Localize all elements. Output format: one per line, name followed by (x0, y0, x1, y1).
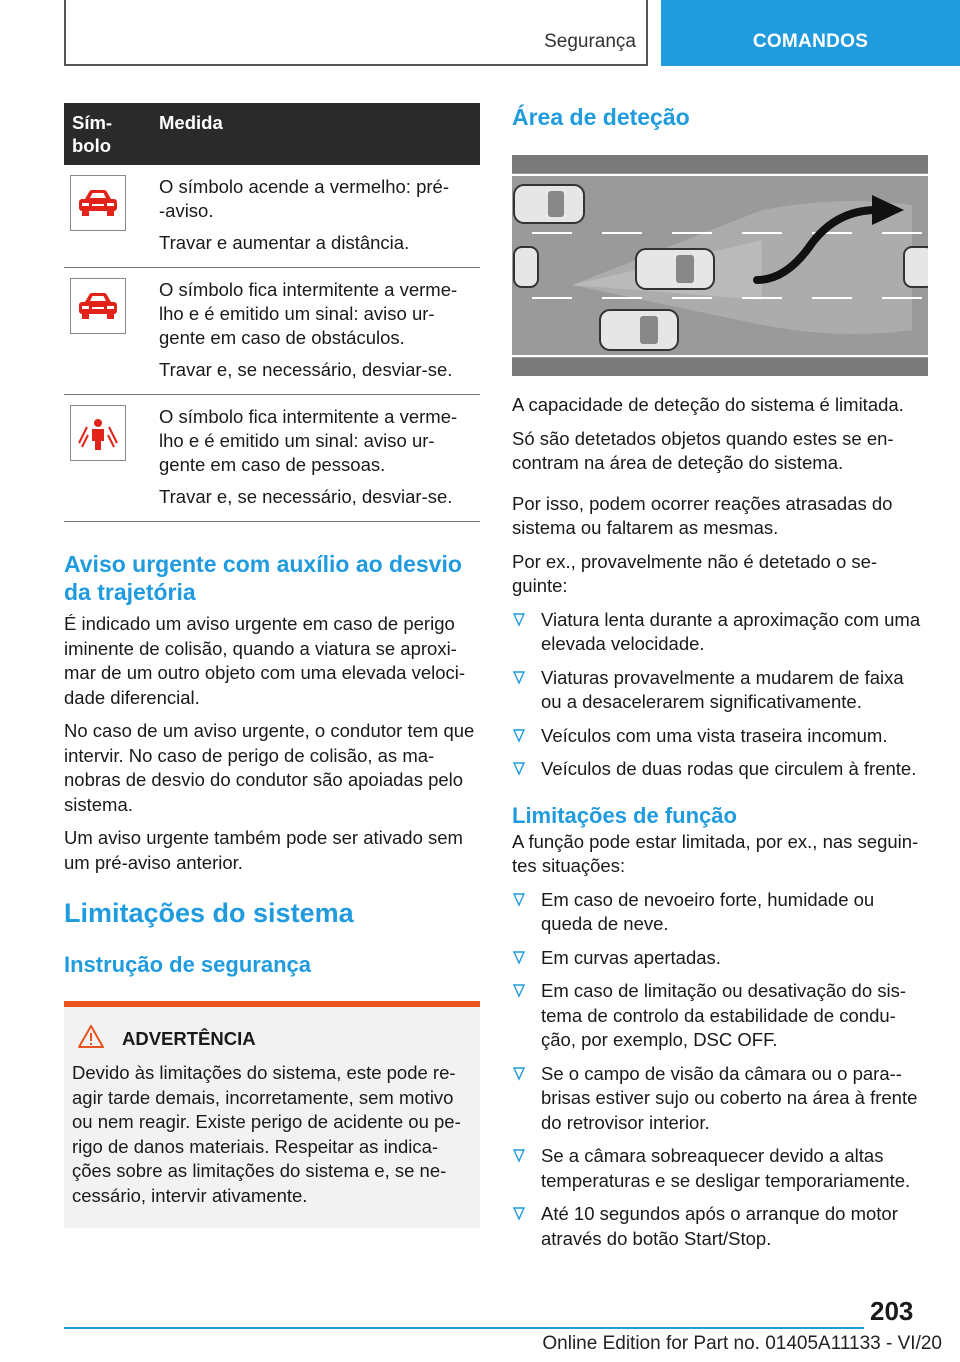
bullet-triangle-icon (512, 1067, 526, 1081)
measure-action: Travar e, se necessário, desviar-se. (159, 486, 453, 507)
detection-area-heading: Área de deteção (512, 104, 690, 130)
list-item: Se a câmara sobreaquecer devido a altas temperaturas e se desligar temporariamente. (512, 1144, 928, 1193)
header-chapter-tab[interactable]: COMANDOS (661, 0, 960, 66)
measure-text: O símbolo fica intermitente a verme- lho e é emitido um sinal: aviso ur- gente em caso de obstáculos. (159, 279, 458, 348)
footer-edition-text: Online Edition for Part no. 01405A11133 - VI/20 (542, 1333, 942, 1354)
header-rule-right (646, 0, 648, 66)
detection-paragraph: Só são detetados objetos quando estes se en-contram na área de deteção do sistema. (512, 427, 894, 473)
list-item: Em caso de nevoeiro forte, humidade ou queda de neve. (512, 888, 928, 937)
warning-box (64, 1001, 480, 1228)
car-front-warning-icon (70, 175, 126, 231)
list-item: Se o campo de visão da câmara ou o para--brisas estiver sujo ou coberto na área à frente do retrovisor interior. (512, 1062, 928, 1136)
measure-text: O símbolo acende a vermelho: pré- -aviso. (159, 176, 449, 221)
measure-action: Travar e aumentar a distância. (159, 232, 410, 253)
symbol-table (64, 103, 480, 522)
footer-rule (64, 1327, 864, 1329)
measure-action: Travar e, se necessário, desviar-se. (159, 359, 453, 380)
evasion-heading: Aviso urgente com auxílio ao desvio da trajetória (64, 551, 462, 605)
warning-text: Devido às limitações do sistema, este pode re-agir tarde demais, incorretamente, sem motivo ou nem reagir. Existe perigo de acidente ou pe-rigo de danos materiais. Respeitar as indica-ções sobre as limitações do sistema e, se ne-cessário, intervir ativamente. (72, 1062, 461, 1206)
list-item: Até 10 segundos após o arranque do motor através do botão Start/Stop. (512, 1202, 928, 1251)
header-rule-bottom (64, 64, 648, 66)
list-item: Em curvas apertadas. (512, 946, 928, 971)
pedestrian-warning-icon (70, 405, 126, 461)
list-item: Veículos com uma vista traseira incomum. (512, 724, 928, 749)
bullet-triangle-icon (512, 613, 526, 627)
left-column (64, 103, 480, 1228)
list-item: Em caso de limitação ou desativação do sis-tema de controlo da estabilidade de condu-ção, por exemplo, DSC OFF. (512, 979, 928, 1053)
table-row (64, 268, 480, 395)
bullet-triangle-icon (512, 951, 526, 965)
function-limits-intro: A função pode estar limitada, por ex., nas seguin-tes situações: (512, 830, 919, 876)
bullet-triangle-icon (512, 984, 526, 998)
detection-paragraph: A capacidade de deteção do sistema é limitada. (512, 394, 904, 415)
evasion-paragraph: No caso de um aviso urgente, o condutor tem que intervir. No caso de perigo de colisão, as ma-nobras de desvio do condutor são apoiadas pelo sistema. (64, 720, 475, 815)
bullet-triangle-icon (512, 1149, 526, 1163)
bullet-triangle-icon (512, 893, 526, 907)
list-item: Viatura lenta durante a aproximação com uma elevada velocidade. (512, 608, 928, 657)
measure-text: O símbolo fica intermitente a verme- lho e é emitido um sinal: aviso ur- gente em caso de pessoas. (159, 406, 458, 475)
evasion-paragraph: Um aviso urgente também pode ser ativado sem um pré-aviso anterior. (64, 827, 463, 873)
detection-area-illustration (512, 155, 928, 376)
symbol-column-header: Sím- bolo (64, 103, 151, 165)
page-number: 203 (870, 1296, 914, 1326)
bullet-triangle-icon (512, 762, 526, 776)
system-limits-heading: Limitações do sistema (64, 898, 354, 928)
list-item: Viaturas provavelmente a mudarem de faixa ou a desacelerarem significativamente. (512, 666, 928, 715)
detection-bullet-list (512, 608, 928, 782)
evasion-paragraph: É indicado um aviso urgente em caso de perigo iminente de colisão, quando a viatura se aproxi-mar de um outro objeto com uma elevada veloci-dade diferencial. (64, 613, 466, 708)
header-section-title: Segurança (544, 31, 636, 52)
table-row (64, 395, 480, 522)
table-row (64, 165, 480, 268)
function-limits-heading: Limitações de função (512, 802, 737, 828)
warning-title: ADVERTÊNCIA (122, 1028, 256, 1049)
car-front-warning-icon (70, 278, 126, 334)
function-limits-bullet-list (512, 888, 928, 1252)
bullet-triangle-icon (512, 729, 526, 743)
bullet-triangle-icon (512, 1207, 526, 1221)
safety-instruction-heading: Instrução de segurança (64, 952, 311, 977)
warning-triangle-icon (78, 1025, 104, 1053)
bullet-triangle-icon (512, 671, 526, 685)
right-column (512, 103, 928, 1260)
detection-paragraph: Por isso, podem ocorrer reações atrasadas do sistema ou faltarem as mesmas. (512, 492, 893, 538)
detection-paragraph: Por ex., provavelmente não é detetado o se-guinte: (512, 550, 878, 596)
list-item: Veículos de duas rodas que circulem à frente. (512, 757, 928, 782)
measure-column-header: Medida (151, 103, 480, 165)
